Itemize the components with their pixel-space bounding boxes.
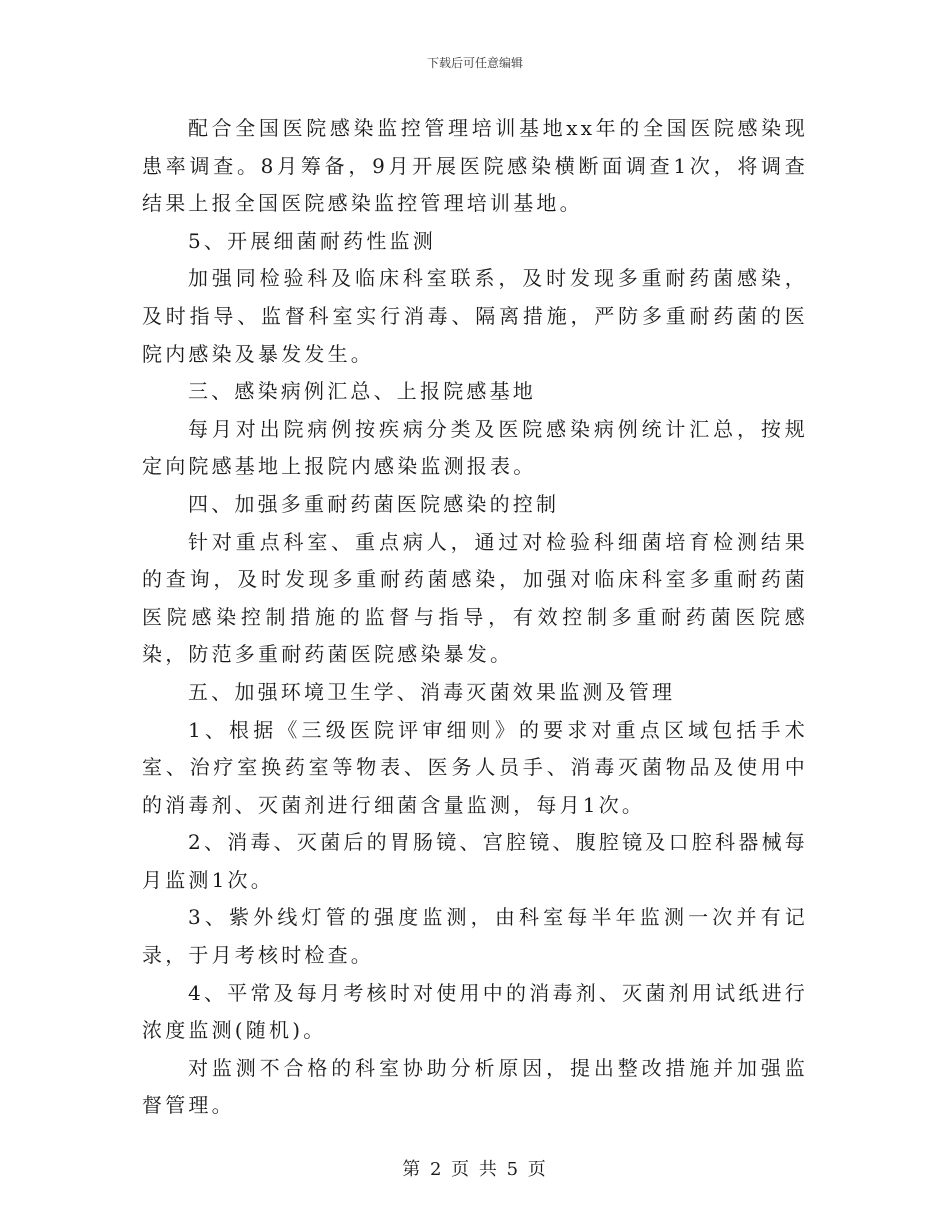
- paragraph-item-2: 2、消毒、灭菌后的胃肠镜、宫腔镜、腹腔镜及口腔科器械每月监测1次。: [142, 830, 808, 892]
- heading-bacterial-resistance: 5、开展细菌耐药性监测: [188, 228, 436, 253]
- paragraph-item-3: 3、紫外线灯管的强度监测，由科室每半年监测一次并有记录，于月考核时检查。: [142, 905, 808, 968]
- paragraph-item-4: 4、平常及每月考核时对使用中的消毒剂、灭菌剂用试纸进行浓度监测(随机)。: [142, 980, 808, 1043]
- paragraph-survey: 配合全国医院感染监控管理培训基地xx年的全国医院感染现患率调查。8月筹备，9月开展医院感染横断面调查1次，将调查结果上报全国医院感染监控管理培训基地。: [142, 116, 808, 216]
- heading-case-summary: 三、感染病例汇总、上报院感基地: [188, 379, 536, 404]
- document-body: [142, 110, 808, 1125]
- page-number: 第 2 页 共 5 页: [402, 1159, 548, 1180]
- paragraph-mdro-control: 针对重点科室、重点病人，通过对检验科细菌培育检测结果的查询，及时发现多重耐药菌感染，加强对临床科室多重耐药菌医院感染控制措施的监督与指导，有效控制多重耐药菌医院感染，防范多重耐药菌医院感染暴发。: [142, 529, 808, 667]
- paragraph-resistance-contact: 加强同检验科及临床科室联系，及时发现多重耐药菌感染，及时指导、监督科室实行消毒、隔离措施，严防多重耐药菌的医院内感染及暴发发生。: [142, 266, 808, 366]
- paragraph-item-1: 1、根据《三级医院评审细则》的要求对重点区域包括手术室、治疗室换药室等物表、医务人员手、消毒灭菌物品及使用中的消毒剂、灭菌剂进行细菌含量监测，每月1次。: [142, 717, 808, 817]
- paragraph-monthly-report: 每月对出院病例按疾病分类及医院感染病例统计汇总，按规定向院感基地上报院内感染监测报表。: [142, 416, 808, 479]
- paragraph-non-compliance: 对监测不合格的科室协助分析原因，提出整改措施并加强监督管理。: [142, 1055, 808, 1118]
- page-header-note: 下载后可任意编辑: [426, 56, 523, 70]
- heading-mdro-control: 四、加强多重耐药菌医院感染的控制: [188, 491, 560, 516]
- heading-environment-monitoring: 五、加强环境卫生学、消毒灭菌效果监测及管理: [188, 679, 676, 704]
